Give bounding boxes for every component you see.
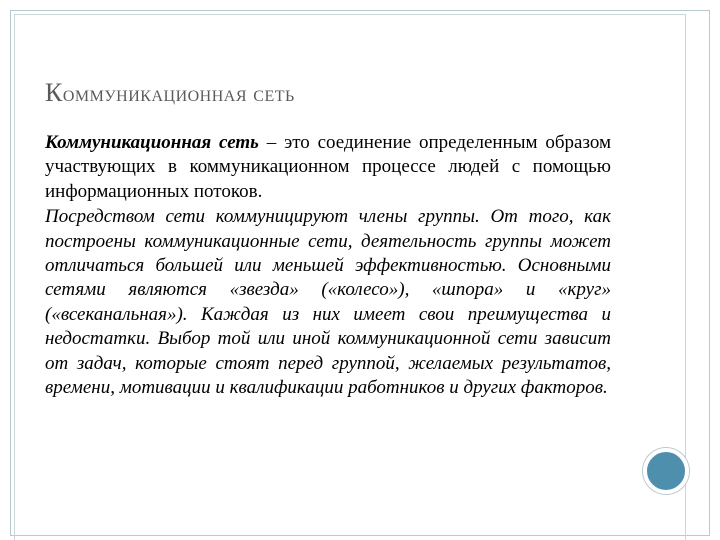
networks-paragraph-lead: Посредством сети коммуницируют члены группы. xyxy=(45,206,480,228)
decorative-circle xyxy=(643,448,689,494)
definition-text: – это соединение определенным образом участвующих в коммуникационном процессе людей с помощью информационных потоков. xyxy=(45,132,611,202)
definition-paragraph xyxy=(45,131,611,204)
slide-title-initial: К xyxy=(45,78,63,107)
defined-term: Коммуникационная сеть xyxy=(45,132,259,153)
slide-body xyxy=(45,131,611,401)
networks-paragraph-text: От того, как построены коммуникационные сети, деятельность группы может отличаться большей или меньшей эффективностью. Основными сетями являются «звезда» («колесо»), «шпора» и «круг» («всеканальная»). Каждая из них имеет свои преимущества и недостатки. Выбор той или иной коммуникационной сети зависит от задач, которые стоят перед группой, желаемых результатов, времени, мотивации и квалификации работников и других факторов. xyxy=(45,206,611,399)
slide-title-rest: оммуникационная сеть xyxy=(62,81,295,106)
slide-title xyxy=(45,78,295,108)
networks-paragraph xyxy=(45,205,611,400)
